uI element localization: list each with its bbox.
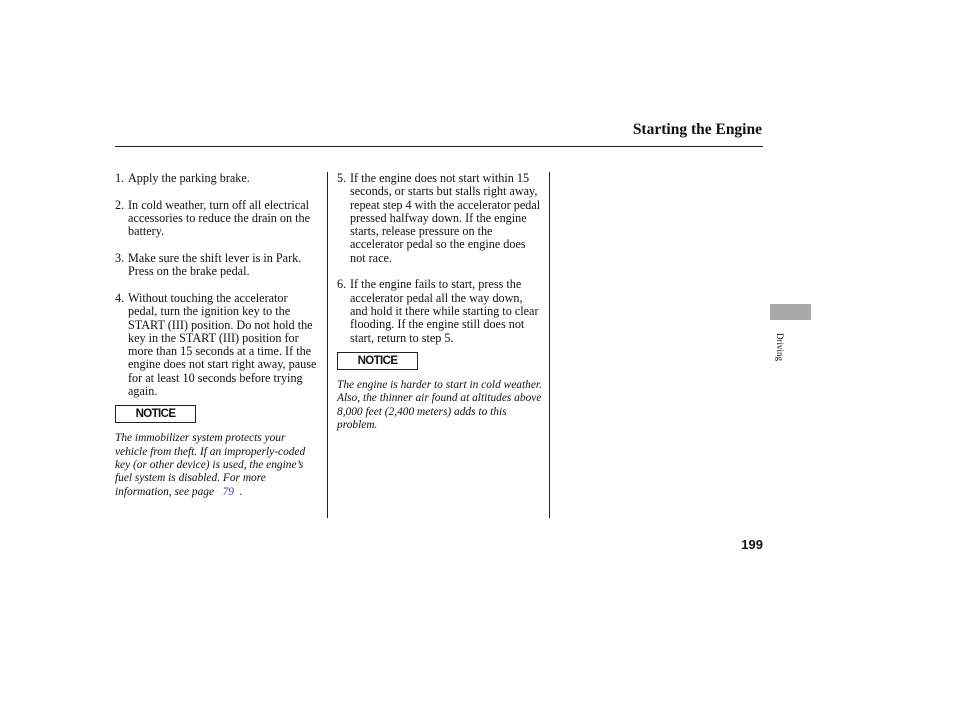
step-number: 1. [115,171,125,185]
step-6 [337,278,542,344]
step-text: Make sure the shift lever is in Park. Press on the brake pedal. [128,250,302,279]
step-number: 4. [115,290,125,305]
notice-badge: NOTICE [115,405,196,423]
column-divider-1 [327,172,328,518]
notice-badge: NOTICE [337,352,418,370]
step-3 [115,252,320,279]
step-2 [115,199,320,239]
step-text: Apply the parking brake. [128,171,250,185]
header-rule [115,146,763,147]
right-column [337,172,542,432]
section-tab [770,304,811,320]
step-text: Without touching the accelerator pedal, turn the ignition key to the START (III) position. Do not hold the key in the START (III) position for more than 15 seconds at a time. If the engine does not start right away, pause for at least 10 seconds before trying again. [128,290,317,399]
step-number: 6. [337,277,347,292]
page-link[interactable]: 79 [222,485,234,498]
step-1 [115,172,320,185]
step-text: If the engine does not start within 15 seconds, or starts but stalls right away, repeat step 4 with the accelerator pedal pressed halfway down. If the engine starts, release pressure on the accelerator pedal so the engine does not race. [350,171,541,265]
left-column [115,172,320,499]
step-number: 5. [337,171,347,185]
column-divider-2 [549,172,550,518]
notice-text: The engine is harder to start in cold weather. Also, the thinner air found at altitudes above 8,000 feet (2,400 meters) adds to this problem. [337,378,542,431]
step-4 [115,292,320,398]
section-label: Driving [775,333,785,361]
notice-text [115,432,320,498]
step-number: 3. [115,250,125,265]
page-title: Starting the Engine [632,121,762,138]
step-5 [337,172,542,265]
step-number: 2. [115,197,125,212]
step-text: If the engine fails to start, press the accelerator pedal all the way down, and hold it there while starting to clear flooding. If the engine still does not start, return to step 5. [350,277,539,345]
notice-body: The immobilizer system protects your vehicle from theft. If an improperly-coded key (or other device) is used, the engine’s fuel system is disabled. For more information, see page [115,432,306,498]
step-text: In cold weather, turn off all electrical accessories to reduce the drain on the battery. [128,197,311,239]
page-number: 199 [741,537,763,552]
notice-end: . [239,485,243,498]
